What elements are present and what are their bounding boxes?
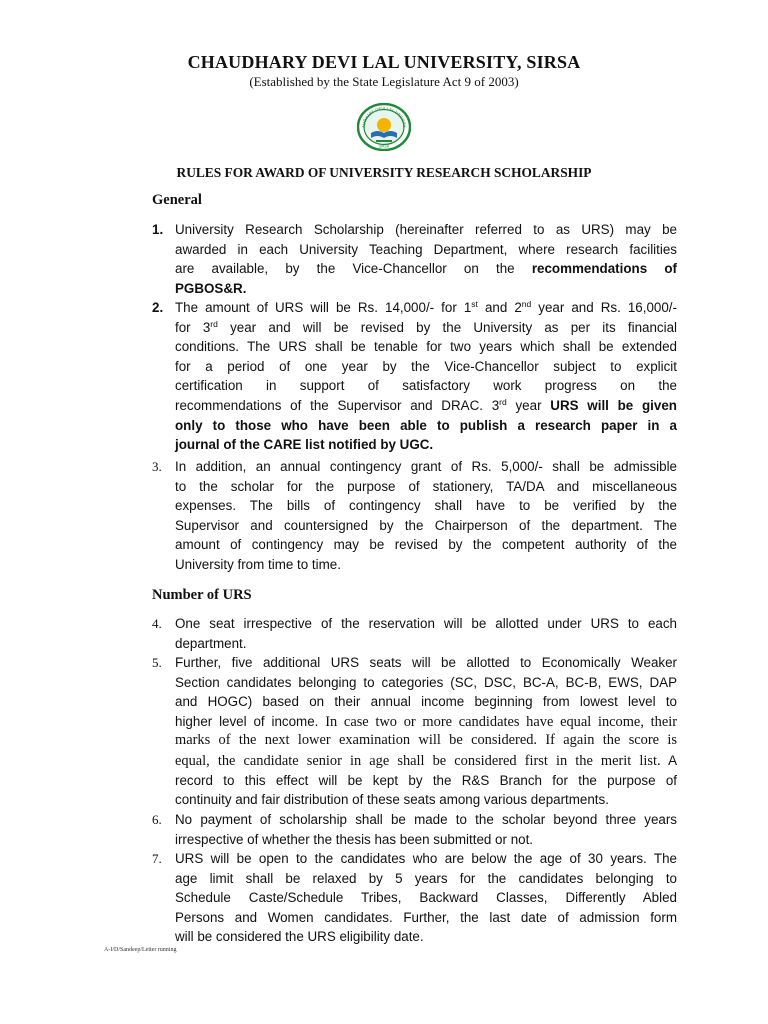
text-line: and HOGC) based on their annual income beginning from lowest level to bbox=[175, 694, 677, 710]
text-line: One seat irrespective of the reservation will be allotted under URS to each bbox=[175, 616, 677, 631]
item-number: 7. bbox=[152, 851, 162, 866]
text-line: Further, five additional URS seats will be allotted to Economically Weaker bbox=[175, 655, 677, 670]
text-line: The amount of URS will be Rs. 14,000/- for 1st and 2nd year and Rs. 16,000/- bbox=[175, 299, 677, 315]
item-number: 6. bbox=[152, 812, 162, 827]
text-line bbox=[175, 279, 677, 299]
text-line: marks of the next lower examination will be considered. If again the score is bbox=[175, 732, 677, 749]
section-general: General bbox=[152, 192, 202, 208]
item-number: 5. bbox=[152, 655, 162, 670]
item-number: 4. bbox=[152, 616, 162, 631]
text-line: for 3rd year and will be revised by the University as per its financial bbox=[175, 318, 678, 335]
text-line: equal, the candidate senior in age shall be considered first in the merit list. A bbox=[175, 752, 677, 769]
text-line: awarded in each University Teaching Department, where research facilities bbox=[175, 241, 677, 257]
bold-text: PGBOS&R. bbox=[175, 280, 247, 296]
text-line: recommendations of the Supervisor and DRAC. 3rd year URS will be given bbox=[175, 396, 677, 413]
text-line bbox=[175, 416, 677, 436]
text-line: to the scholar for the purpose of stationery, TA/DA and miscellaneous bbox=[175, 478, 677, 494]
text-line: Section candidates belonging to categories (SC, DSC, BC-A, BC-B, EWS, DAP bbox=[175, 674, 677, 690]
text-line: amount of contingency may be revised by the competent authority of the bbox=[175, 537, 677, 553]
logo-bottom-text: SIRSA bbox=[378, 144, 390, 149]
logo-base bbox=[376, 140, 392, 142]
text-line: higher level of income. In case two or more candidates have equal income, their bbox=[175, 713, 678, 730]
university-logo bbox=[357, 103, 411, 151]
bold-text: recommendations of bbox=[531, 261, 677, 277]
text-line: Persons and Women candidates. Further, the last date of admission form bbox=[175, 909, 677, 925]
item-text bbox=[175, 614, 677, 653]
logo-arc-text: AUDHARY DEVI LAL UNIVERS bbox=[360, 105, 408, 129]
text-line bbox=[175, 435, 677, 455]
text-line: In addition, an annual contingency grant of Rs. 5,000/- shall be admissible bbox=[175, 459, 677, 474]
text-line: conditions. The URS shall be tenable for two years which shall be extended bbox=[175, 339, 677, 355]
text-line: Schedule Caste/Schedule Tribes, Backward Classes, Differently Abled bbox=[175, 890, 677, 906]
item-number: 2. bbox=[152, 300, 164, 315]
text-line: expenses. The bills of contingency shall have to be verified by the bbox=[175, 498, 677, 514]
text-line: certification in support of satisfactory work progress on the bbox=[175, 378, 677, 394]
text-line: Supervisor and countersigned by the Chairperson of the department. The bbox=[175, 517, 677, 533]
item-text bbox=[175, 653, 677, 810]
bold-text: only to those who have been able to publish a research paper in a bbox=[175, 417, 677, 433]
establishment-note: (Established by the State Legislature Act 9 of 2003) bbox=[249, 74, 519, 89]
section-number-of-urs: Number of URS bbox=[152, 587, 252, 603]
text-line: University Research Scholarship (hereinafter referred to as URS) may be bbox=[175, 222, 677, 237]
text-line: continuity and fair distribution of these seats among various departments. bbox=[175, 792, 609, 808]
bold-text: journal of the CARE list notified by UGC. bbox=[175, 437, 434, 453]
item-number: 1. bbox=[152, 222, 164, 237]
text-line: irrespective of whether the thesis has been submitted or not. bbox=[175, 831, 534, 847]
item-text bbox=[175, 849, 677, 947]
item-text bbox=[175, 810, 677, 849]
item-number: 3. bbox=[152, 459, 162, 474]
text-line: for a period of one year by the Vice-Chancellor subject to explicit bbox=[175, 358, 677, 374]
item-text bbox=[175, 220, 677, 298]
item-text bbox=[175, 457, 677, 575]
text-line: are available, by the Vice-Chancellor on the recommendations of bbox=[175, 261, 677, 277]
text-line: will be considered the URS eligibility date. bbox=[175, 929, 424, 945]
text-line: age limit shall be relaxed by 5 years for the candidates belonging to bbox=[175, 870, 677, 886]
text-line: University from time to time. bbox=[175, 556, 341, 572]
logo-sun bbox=[377, 118, 391, 132]
text-line: No payment of scholarship shall be made to the scholar beyond three years bbox=[175, 812, 677, 827]
text-line: URS will be open to the candidates who are below the age of 30 years. The bbox=[175, 851, 677, 866]
university-title: CHAUDHARY DEVI LAL UNIVERSITY, SIRSA bbox=[187, 52, 581, 72]
text-line: department. bbox=[175, 635, 247, 651]
bold-text: URS will be given bbox=[550, 397, 677, 413]
text-line: record to this effect will be kept by the R&S Branch for the purpose of bbox=[175, 772, 677, 788]
rules-title: RULES FOR AWARD OF UNIVERSITY RESEARCH SCHOLARSHIP bbox=[176, 165, 592, 180]
item-text bbox=[175, 298, 677, 455]
footer-reference: A-I/D/Sandeep/Letter running bbox=[104, 947, 177, 953]
